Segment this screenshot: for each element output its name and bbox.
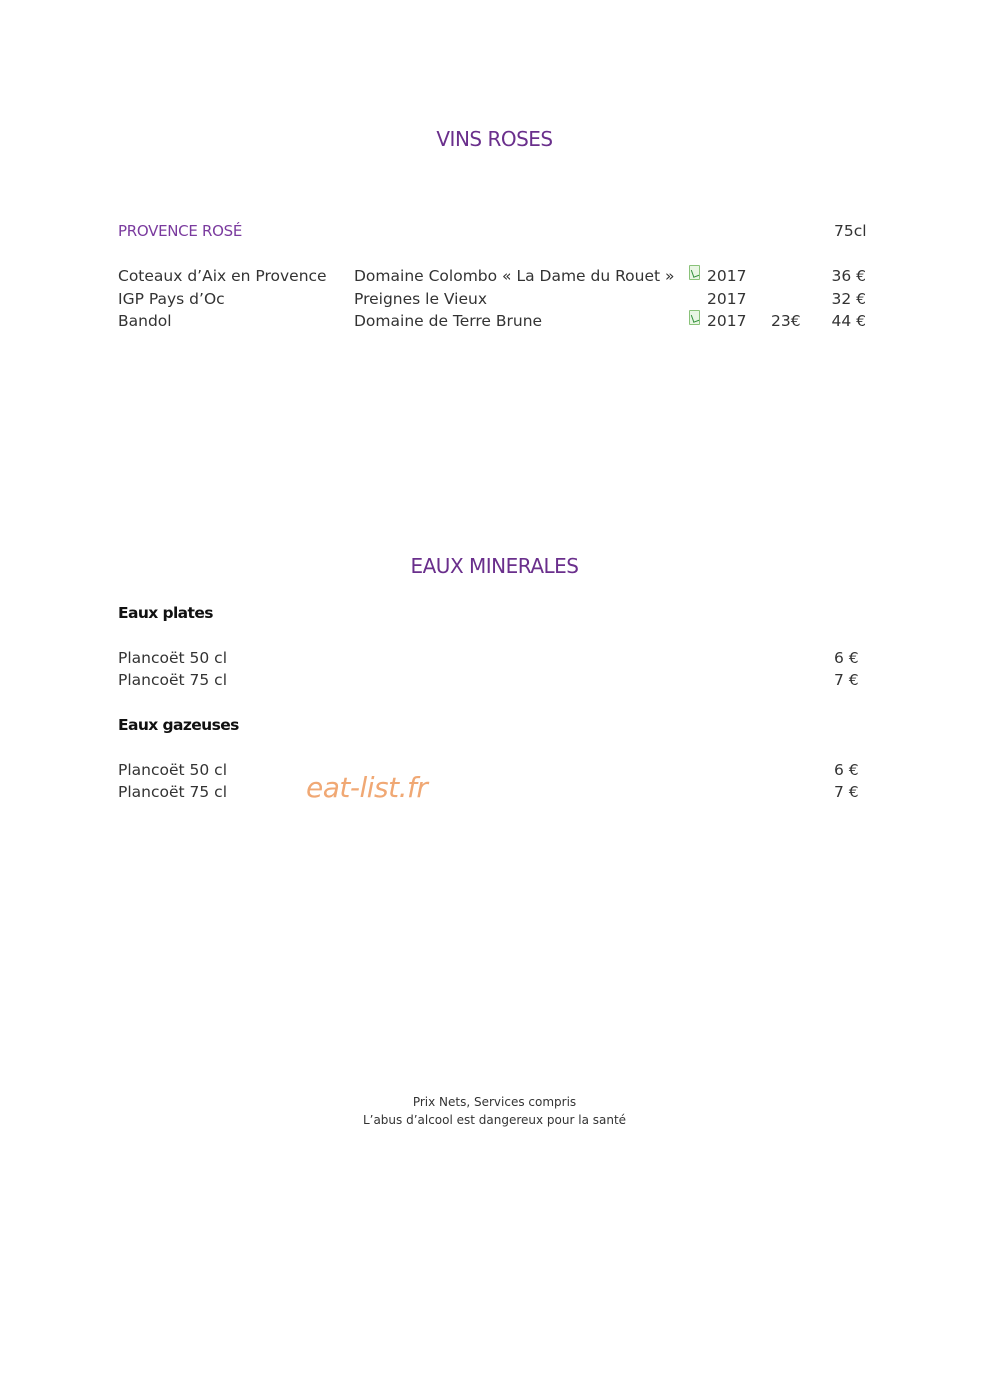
wine-price: 44 € (831, 312, 866, 330)
footer-prices-note: Prix Nets, Services compris (412, 1095, 577, 1109)
water-price: 7 € (834, 783, 859, 801)
water-price: 6 € (834, 649, 859, 667)
wine-name: Domaine de Terre Brune (354, 312, 543, 330)
wine-year: 2017 (707, 290, 747, 308)
wine-year: 2017 (707, 312, 747, 330)
section-title-vins-roses: VINS ROSES (436, 127, 553, 151)
wine-name: Domaine Colombo « La Dame du Rouet » (354, 267, 675, 285)
water-item: Plancoët 50 cl (118, 761, 227, 779)
still-water-heading: Eaux plates (118, 604, 213, 622)
water-price: 6 € (834, 761, 859, 779)
organic-label-icon (689, 265, 700, 280)
sparkling-water-heading: Eaux gazeuses (118, 716, 239, 734)
wine-half-bottle-price: 23€ (771, 312, 801, 330)
provence-rose-heading: PROVENCE ROSÉ (118, 222, 243, 240)
footer-alcohol-warning: L’abus d’alcool est dangereux pour la santé (362, 1113, 627, 1127)
size-header-75cl: 75cl (834, 222, 867, 240)
water-price: 7 € (834, 671, 859, 689)
wine-region: Coteaux d’Aix en Provence (118, 267, 327, 285)
watermark-text: eat-list.fr (306, 771, 428, 804)
water-item: Plancoët 75 cl (118, 783, 227, 801)
wine-year: 2017 (707, 267, 747, 285)
wine-price: 32 € (831, 290, 866, 308)
wine-region: IGP Pays d’Oc (118, 290, 225, 308)
wine-region: Bandol (118, 312, 172, 330)
organic-label-icon (689, 310, 700, 325)
water-item: Plancoët 75 cl (118, 671, 227, 689)
section-title-eaux-minerales: EAUX MINERALES (410, 554, 579, 578)
wine-name: Preignes le Vieux (354, 290, 488, 308)
wine-price: 36 € (831, 267, 866, 285)
water-item: Plancoët 50 cl (118, 649, 227, 667)
